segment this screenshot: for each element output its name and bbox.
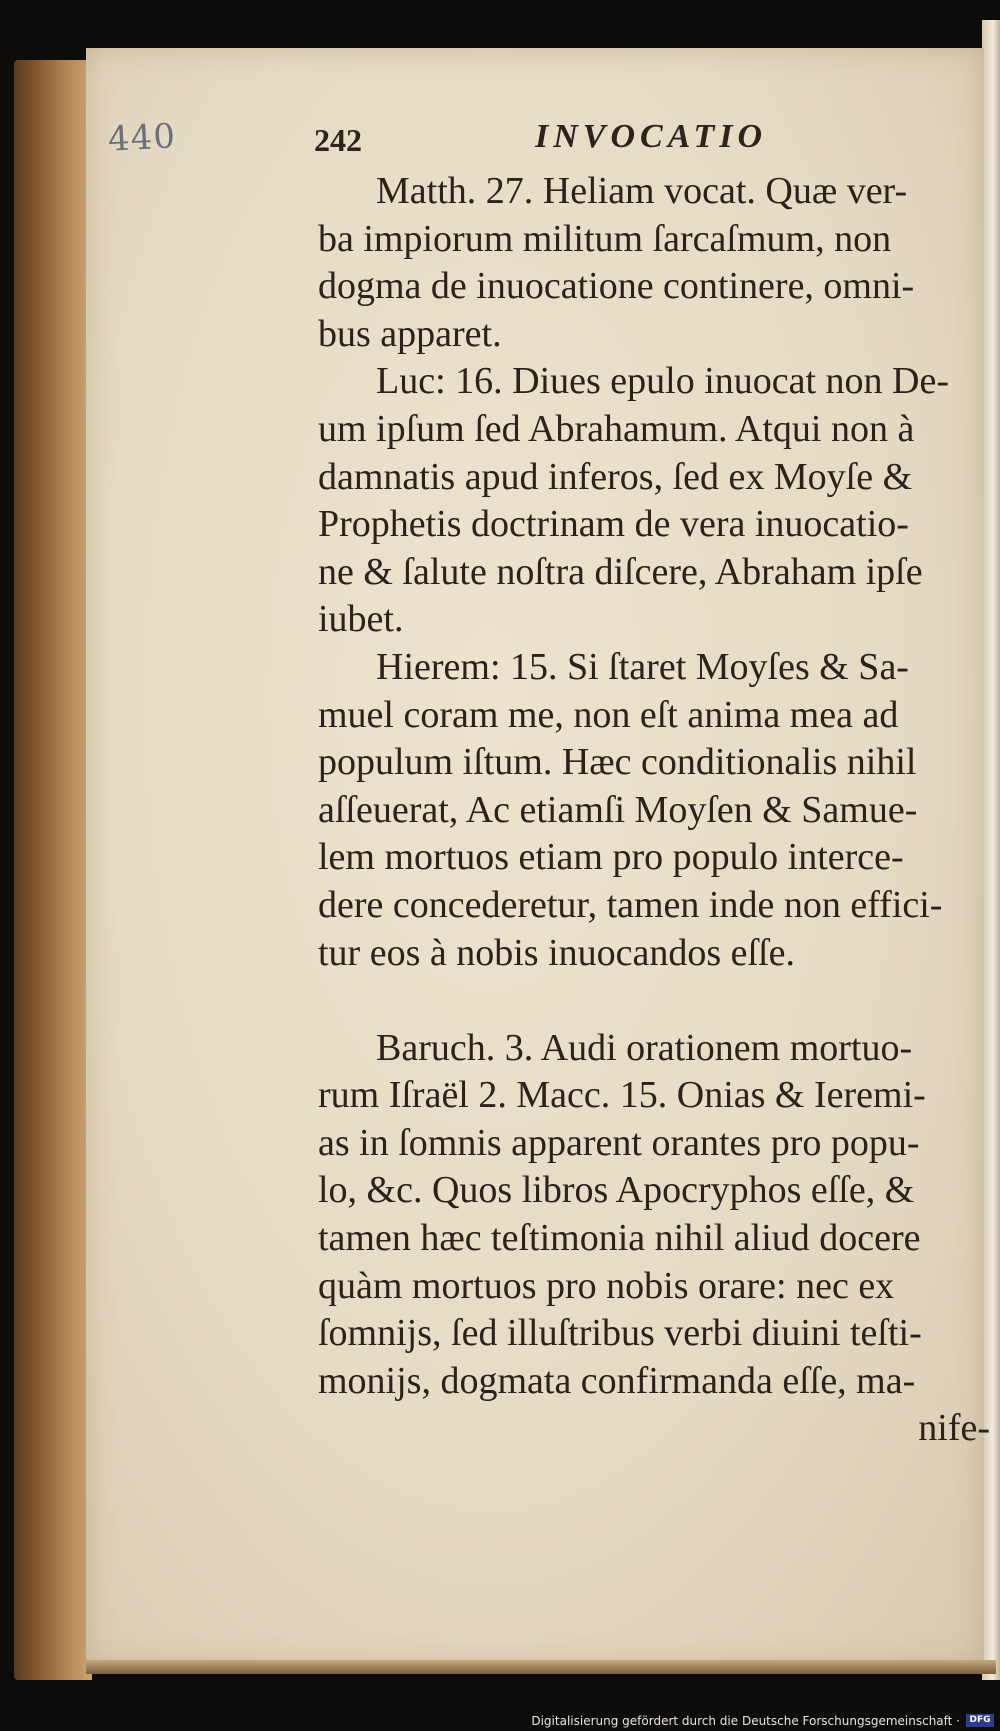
text-line: muel coram me, non eſt anima mea ad [318, 693, 899, 736]
text-line: tur eos à nobis inuocandos eſſe. [318, 931, 796, 974]
text-line: Baruch. 3. Audi orationem mortuo- [376, 1026, 913, 1069]
text-line: tamen hæc teſtimonia nihil aliud docere [318, 1217, 921, 1260]
text-line: lem mortuos etiam pro populo interce- [318, 836, 904, 879]
text-line: Prophetis doctrinam de vera inuocatio- [318, 503, 909, 546]
text-line: iubet. [318, 598, 404, 641]
digitization-credit: Digitalisierung gefördert durch die Deutsche Forschungsgemeinschaft · [531, 1714, 960, 1728]
margin-note: 440 [106, 116, 177, 160]
text-line: aſſeuerat, Ac etiamſi Moyſen & Samue- [318, 788, 918, 831]
text-line: monijs, dogmata confirmanda eſſe, ma- [318, 1359, 916, 1402]
text-line: dogma de inuocatione continere, omni- [318, 265, 915, 308]
page-number: 242 [314, 122, 362, 158]
text-line: bus apparet. [318, 312, 502, 355]
page-bottom-edge [86, 1660, 996, 1674]
text-line: damnatis apud inferos, ſed ex Moyſe & [318, 455, 913, 498]
text-line: ba impiorum militum ſarcaſmum, non [318, 217, 892, 260]
text-line: populum iſtum. Hæc conditionalis nihil [318, 741, 917, 784]
text-line: quàm mortuos pro nobis orare: nec ex [318, 1264, 895, 1307]
text-line: rum Iſraël 2. Macc. 15. Onias & Ieremi- [318, 1074, 926, 1117]
text-line: as in ſomnis apparent orantes pro popu- [318, 1121, 920, 1164]
paragraph-gap [318, 977, 998, 1025]
text-line: Luc: 16. Diues epulo inuocat non De- [376, 360, 950, 403]
text-line: ſomnijs, ſed illuſtribus verbi diuini teſti- [318, 1312, 922, 1355]
dfg-logo: DFG [966, 1714, 994, 1727]
text-line: Matth. 27. Heliam vocat. Quæ ver- [376, 170, 908, 212]
text-line: lo, &c. Quos libros Apocryphos eſſe, & [318, 1169, 915, 1212]
text-line: ne & ſalute noſtra diſcere, Abraham ipſe [318, 550, 923, 593]
body-text [318, 168, 998, 1453]
catchword: nife- [918, 1407, 990, 1450]
running-head: INVOCATIO [535, 118, 768, 155]
book-fore-edge [14, 60, 92, 1680]
text-line: Hierem: 15. Si ſtaret Moyſes & Sa- [376, 645, 909, 688]
text-line: um ipſum ſed Abrahamum. Atqui non à [318, 407, 915, 450]
text-line: dere concederetur, tamen inde non effici- [318, 883, 943, 926]
